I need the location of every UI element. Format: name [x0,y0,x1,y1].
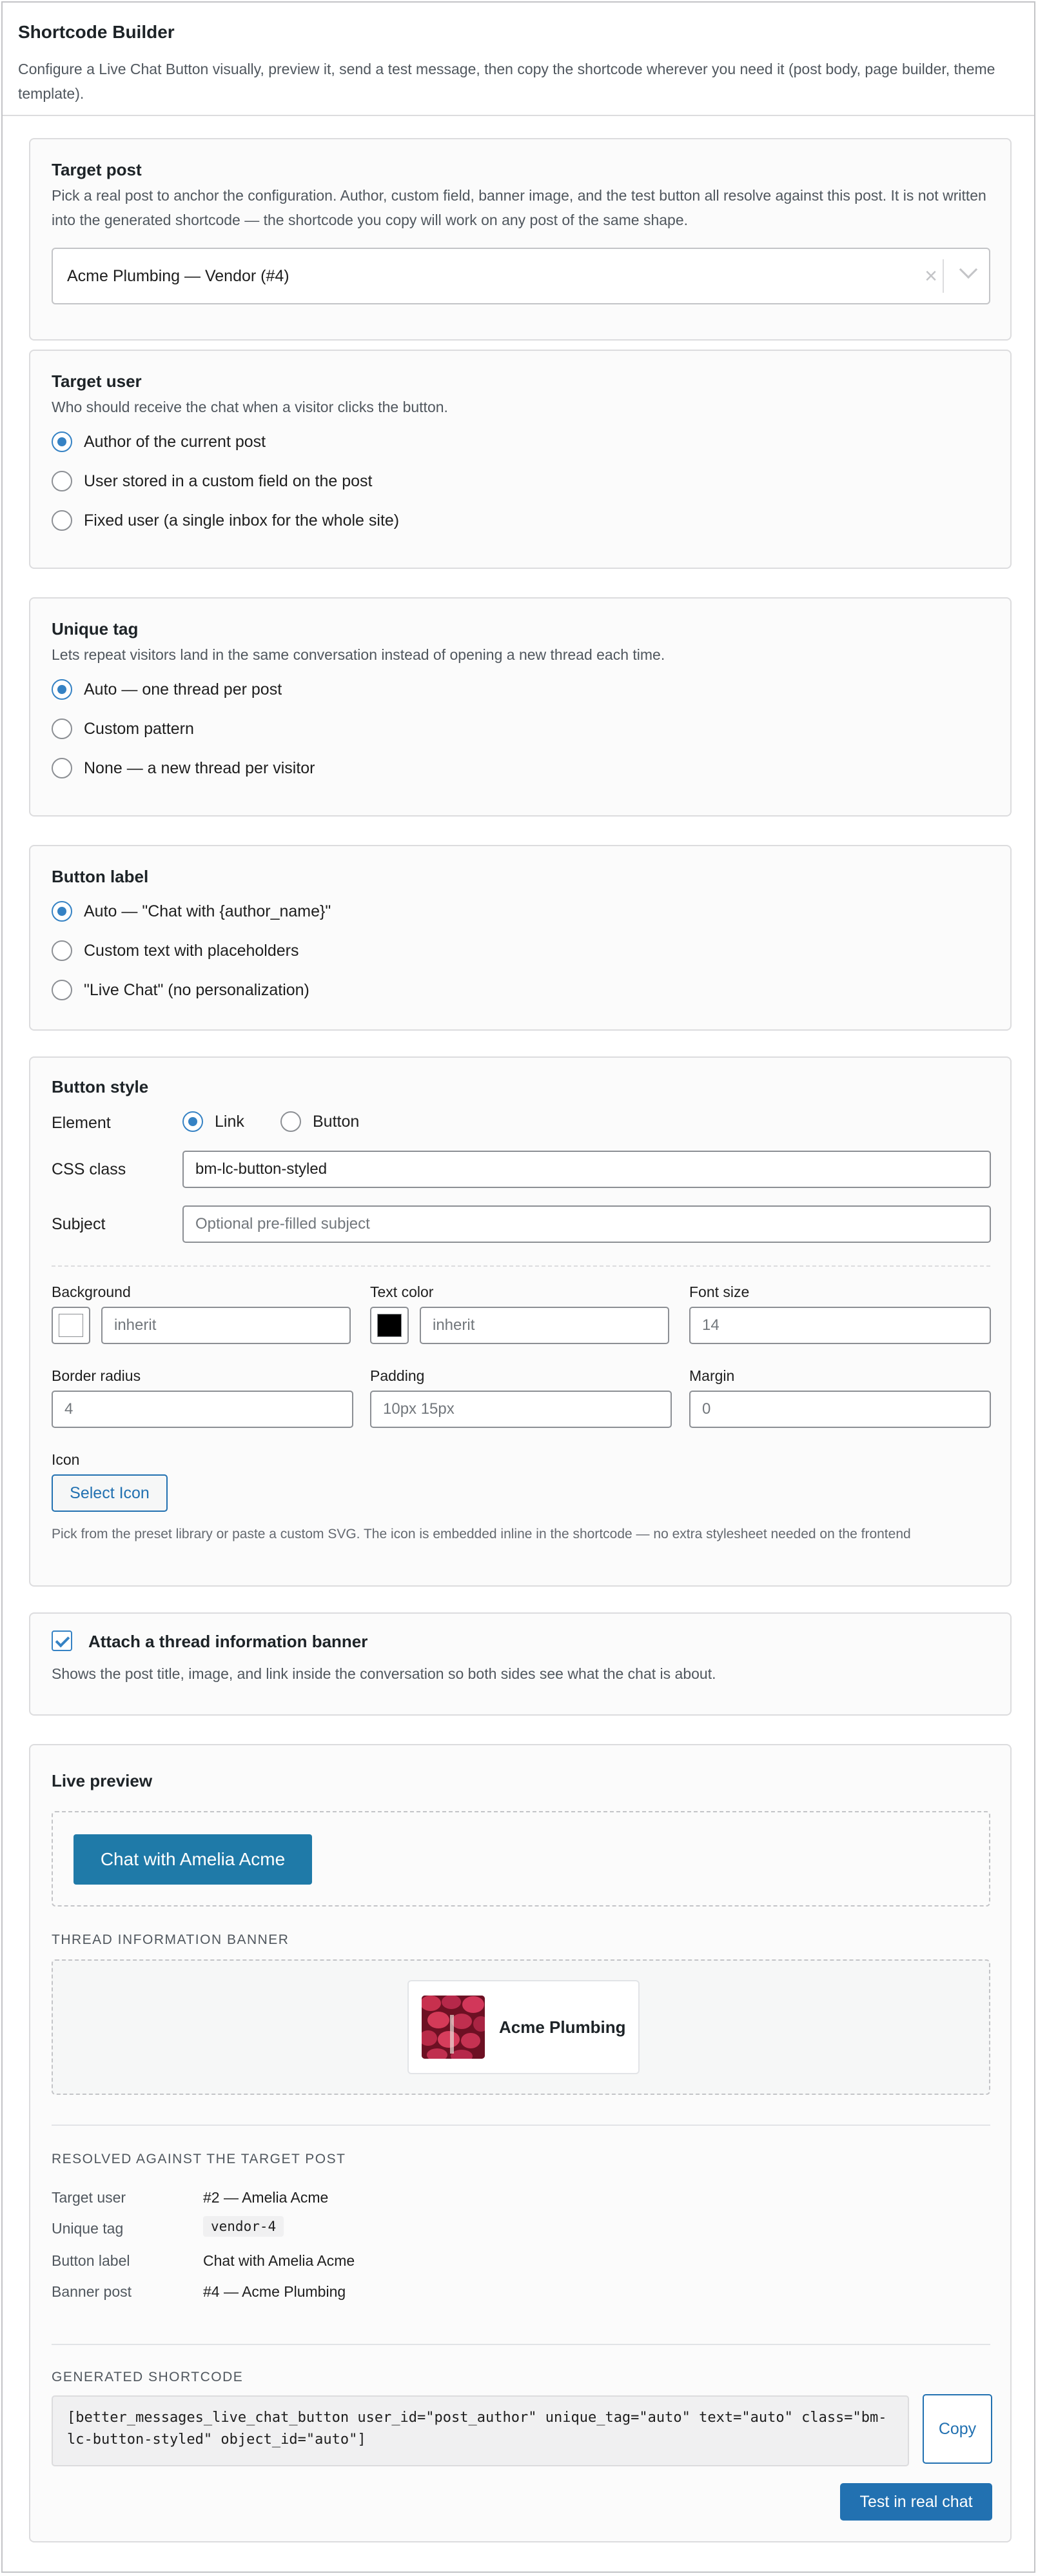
target-user-title: Target user [52,372,142,391]
thread-banner-label[interactable]: Attach a thread information banner [88,1632,368,1651]
radio-label: Author of the current post [84,432,266,451]
radio-button[interactable] [52,431,72,452]
radio-label: "Live Chat" (no personalization) [84,980,309,999]
resolved-heading: RESOLVED AGAINST THE TARGET POST [52,2152,346,2166]
resolved-value-banner-post: #4 — Acme Plumbing [203,2283,346,2300]
radio-element-link[interactable] [182,1111,244,1133]
button-label-options [52,900,989,1001]
radio-button[interactable] [52,510,72,531]
copy-button[interactable]: Copy [923,2394,992,2464]
section-divider [52,2344,990,2345]
radio-unique-tag-none[interactable] [52,757,989,779]
radio-target-user-fixed[interactable] [52,510,989,531]
chat-button-preview[interactable]: Chat with Amelia Acme [73,1834,312,1885]
radio-label: User stored in a custom field on the post [84,471,373,490]
radio-button[interactable] [52,758,72,778]
select-separator [943,259,944,293]
button-label-card [29,845,1012,1031]
padding-input[interactable]: 10px 15px [370,1391,672,1428]
page-title: Shortcode Builder [18,22,175,42]
element-label: Element [52,1114,111,1132]
shortcode-heading: GENERATED SHORTCODE [52,2370,244,2384]
target-post-description: Pick a real post to anchor the configuration. Author, custom field, banner image, and the test button all resolve against this post. It is not written into the generated shortcode — the shortcode you copy will work on any post of the same shape. [52,187,986,228]
swatch-color [59,1314,83,1337]
text-color-input[interactable]: inherit [420,1307,669,1344]
shortcode-builder-panel [1,1,1035,2573]
target-post-select[interactable] [52,248,990,304]
target-user-description: Who should receive the chat when a visitor clicks the button. [52,399,448,415]
button-label-title: Button label [52,867,149,886]
radio-label: Auto — "Chat with {author_name}" [84,902,331,920]
border-radius-label: Border radius [52,1367,141,1384]
radio-label: Custom pattern [84,719,194,738]
target-user-options [52,431,989,531]
subject-label: Subject [52,1215,106,1233]
chevron-down-icon[interactable] [959,261,977,279]
radio-label: Link [215,1112,244,1131]
unique-tag-title: Unique tag [52,619,139,639]
radio-element-button[interactable] [280,1111,359,1133]
thread-banner-preview[interactable] [407,1980,640,2074]
button-style-card [29,1056,1012,1587]
unique-tag-options [52,679,989,779]
background-label: Background [52,1283,131,1300]
font-size-input[interactable]: 14 [689,1307,991,1344]
unique-tag-card [29,597,1012,817]
thread-banner-checkbox[interactable] [52,1630,72,1651]
target-post-title: Target post [52,160,142,179]
font-size-label: Font size [689,1283,750,1300]
radio-label: Button [313,1112,360,1131]
target-post-card [29,138,1012,341]
border-radius-input[interactable]: 4 [52,1391,353,1428]
radio-button[interactable] [52,679,72,700]
radio-button[interactable] [52,940,72,961]
padding-label: Padding [370,1367,425,1384]
radio-target-user-custom-field[interactable] [52,470,989,492]
resolved-value-unique-tag: vendor-4 [203,2216,284,2237]
thread-banner-card [29,1612,1012,1716]
live-preview-title: Live preview [52,1771,153,1790]
thread-banner-description: Shows the post title, image, and link inside the conversation so both sides see what the chat is about. [52,1665,716,1682]
subject-input[interactable]: Optional pre-filled subject [182,1205,991,1243]
icon-label: Icon [52,1451,80,1468]
icon-hint: Pick from the preset library or paste a custom SVG. The icon is embedded inline in the shortcode — no extra stylesheet needed on the frontend [52,1527,911,1541]
radio-button-label-auto[interactable] [52,900,989,922]
test-in-real-chat-button[interactable]: Test in real chat [840,2483,992,2521]
resolved-key-target-user: Target user [52,2189,126,2206]
banner-image [422,1996,485,2059]
panel-header [3,3,1034,116]
radio-button[interactable] [182,1111,203,1132]
button-style-title: Button style [52,1077,149,1096]
shortcode-output[interactable]: [better_messages_live_chat_button user_id="post_author" unique_tag="auto" text="auto" class="bm-lc-button-styled" object_id="auto"] [52,2395,909,2466]
live-preview-card [29,1744,1012,2542]
clear-icon[interactable]: × [925,264,937,288]
radio-button[interactable] [52,718,72,739]
banner-preview-heading: THREAD INFORMATION BANNER [52,1932,289,1947]
radio-label: Auto — one thread per post [84,680,282,698]
radio-button[interactable] [52,980,72,1000]
section-divider [52,1265,990,1267]
unique-tag-description: Lets repeat visitors land in the same conversation instead of opening a new thread each time. [52,646,665,663]
radio-unique-tag-custom[interactable] [52,718,989,740]
target-user-card [29,350,1012,569]
radio-label: Custom text with placeholders [84,941,299,960]
text-color-label: Text color [370,1283,434,1300]
resolved-key-unique-tag: Unique tag [52,2220,124,2237]
swatch-color [377,1314,402,1337]
resolved-key-banner-post: Banner post [52,2283,132,2300]
background-input[interactable]: inherit [101,1307,351,1344]
text-color-swatch[interactable] [370,1307,409,1344]
radio-label: Fixed user (a single inbox for the whole site) [84,511,400,530]
radio-target-user-author[interactable] [52,431,989,453]
target-post-selected: Acme Plumbing — Vendor (#4) [67,266,289,285]
margin-label: Margin [689,1367,735,1384]
resolved-key-button-label: Button label [52,2252,130,2269]
radio-button[interactable] [280,1111,301,1132]
radio-button[interactable] [52,471,72,491]
banner-thumbnail [422,1996,485,2059]
background-swatch[interactable] [52,1307,90,1344]
margin-input[interactable]: 0 [689,1391,991,1428]
resolved-value-target-user: #2 — Amelia Acme [203,2189,329,2206]
radio-button-label-live-chat[interactable] [52,979,989,1001]
radio-unique-tag-auto[interactable] [52,679,989,700]
banner-preview-area [52,1959,990,2095]
css-class-label: CSS class [52,1160,126,1178]
section-divider [52,2125,990,2126]
radio-button-label-custom[interactable] [52,940,989,962]
button-preview-area [52,1811,990,1907]
css-class-input[interactable]: bm-lc-button-styled [182,1151,991,1188]
page-description: Configure a Live Chat Button visually, preview it, send a test message, then copy the shortcode wherever you need it (post body, page builder, theme template). [18,61,995,102]
resolved-value-button-label: Chat with Amelia Acme [203,2252,355,2269]
select-icon-button[interactable]: Select Icon [52,1474,168,1512]
radio-button[interactable] [52,901,72,922]
banner-preview-title: Acme Plumbing [499,2017,626,2037]
radio-label: None — a new thread per visitor [84,758,315,777]
